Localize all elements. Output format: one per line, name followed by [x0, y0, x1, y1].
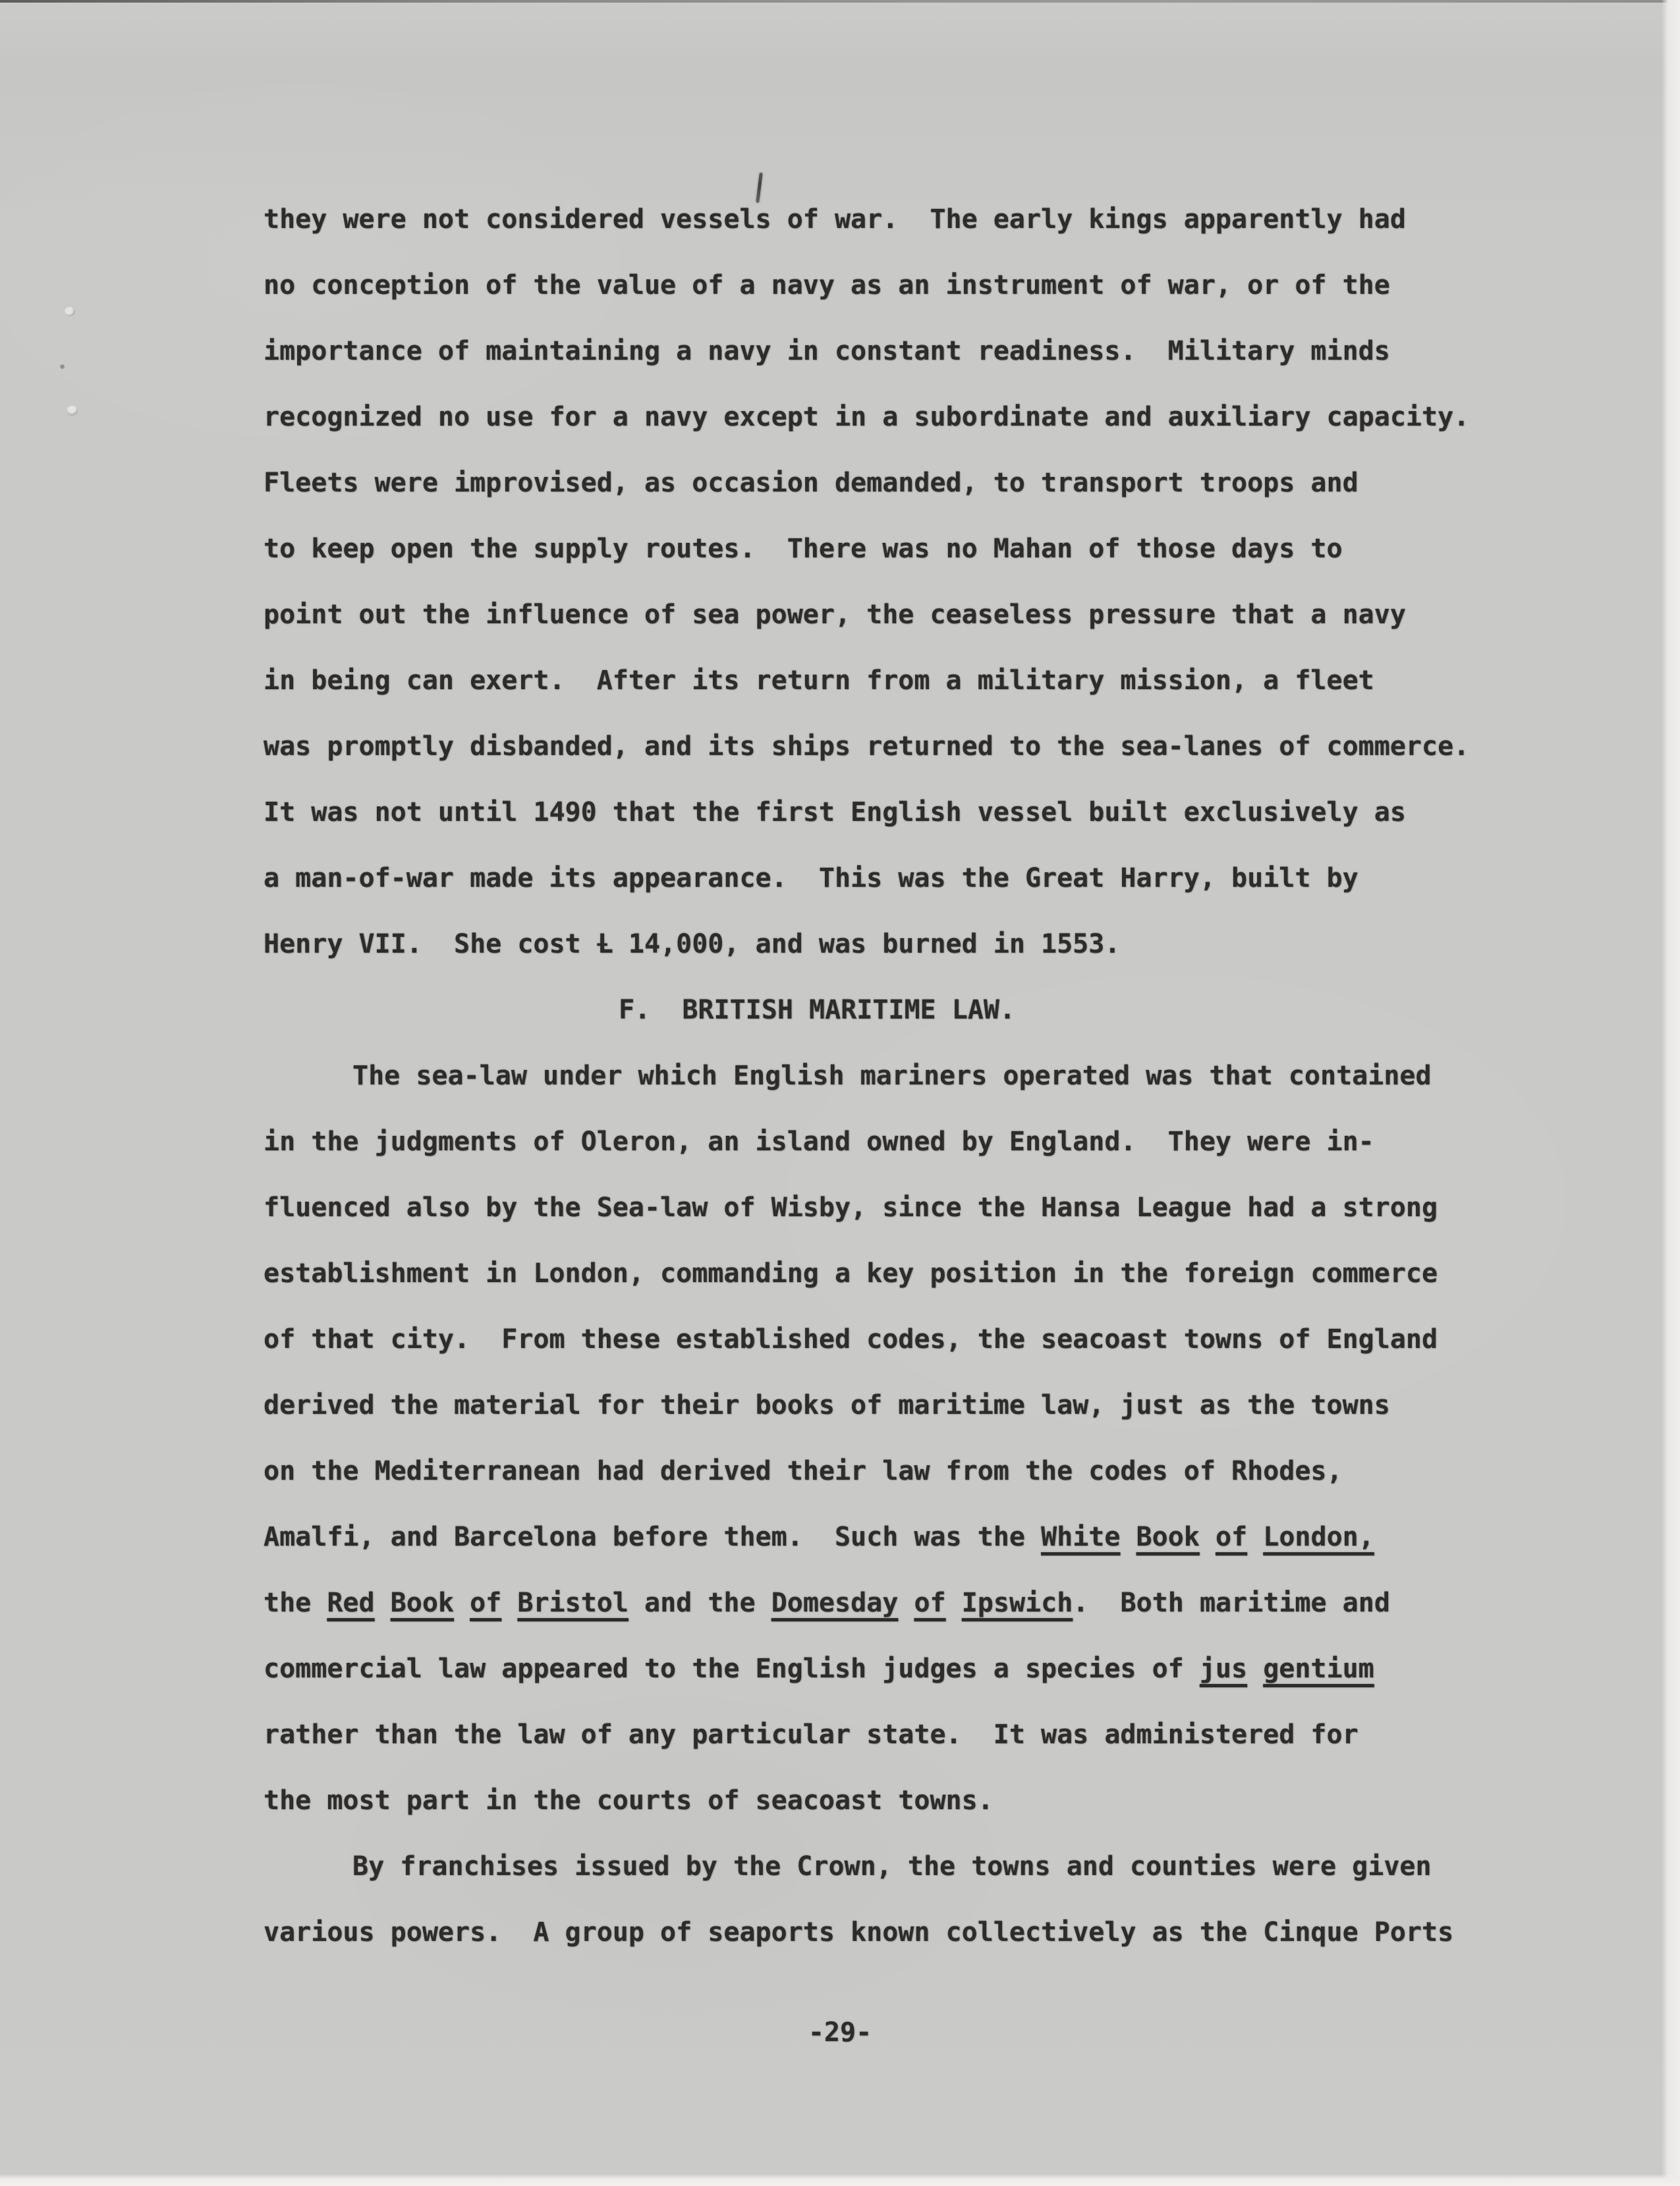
text-segment: and the	[628, 1588, 771, 1618]
underlined-text: Bristol	[517, 1588, 629, 1618]
text-line	[264, 779, 1555, 845]
text-line	[264, 1834, 1555, 1899]
underlined-text: jus	[1199, 1654, 1248, 1684]
text-segment: in being can exert. After its return from a military mission, a fleet	[264, 665, 1374, 696]
text-line	[264, 384, 1555, 450]
text-line	[264, 1899, 1555, 1965]
text-segment: Amalfi, and Barcelona before them. Such was the	[264, 1522, 1042, 1552]
scan-edge-right	[1662, 0, 1680, 2186]
text-segment	[898, 1588, 914, 1618]
text-segment: in the judgments of Oleron, an island owned by England. They were in-	[264, 1127, 1374, 1157]
text-segment: to keep open the supply routes. There was no Mahan of those days to	[264, 534, 1343, 564]
text-line	[264, 450, 1555, 516]
text-segment: they were not considered vessels of war. The early kings apparently had	[264, 204, 1406, 235]
text-segment: rather than the law of any particular state. It was administered for	[264, 1720, 1358, 1750]
underlined-text: White	[1041, 1522, 1121, 1552]
text-segment: a man-of-war made its appearance. This was the Great Harry, built by	[264, 863, 1358, 893]
text-segment: the	[264, 1588, 327, 1618]
underlined-text: Book	[390, 1588, 454, 1618]
text-segment: Fleets were improvised, as occasion demanded, to transport troops and	[264, 468, 1358, 498]
underlined-text: of	[470, 1588, 502, 1618]
underlined-text: of	[1215, 1522, 1248, 1552]
text-segment	[946, 1588, 962, 1618]
text-segment: It was not until 1490 that the first English vessel built exclusively as	[264, 797, 1406, 827]
section-heading	[264, 977, 1555, 1043]
text-line	[264, 516, 1555, 582]
text-segment: commercial law appeared to the English judges a species of	[264, 1654, 1200, 1684]
text-line	[264, 1043, 1555, 1109]
text-segment	[454, 1588, 470, 1618]
text-line	[264, 1372, 1555, 1438]
text-segment: fluenced also by the Sea-law of Wisby, since the Hansa League had a strong	[264, 1192, 1438, 1223]
text-line	[264, 911, 1555, 977]
text-line	[264, 1702, 1555, 1768]
typewritten-text	[264, 186, 1555, 1965]
text-line	[264, 1636, 1555, 1702]
text-segment: the most part in the courts of seacoast towns.	[264, 1785, 994, 1816]
underlined-text: gentium	[1263, 1654, 1374, 1684]
text-line	[264, 1768, 1555, 1834]
text-line	[264, 648, 1555, 714]
text-segment: on the Mediterranean had derived their law from the codes of Rhodes,	[264, 1456, 1343, 1486]
text-segment: was promptly disbanded, and its ships returned to the sea-lanes of commerce.	[264, 731, 1470, 762]
scan-edge-top	[0, 0, 1680, 3]
text-line	[264, 1438, 1555, 1504]
text-segment: importance of maintaining a navy in constant readiness. Military minds	[264, 336, 1390, 366]
scan-edge-bottom	[0, 2174, 1680, 2186]
text-segment: The sea-law under which English mariners operated was that contained	[352, 1061, 1432, 1091]
text-segment	[1200, 1522, 1216, 1552]
text-segment: . Both maritime and	[1073, 1588, 1390, 1618]
text-line	[264, 1241, 1555, 1306]
text-line	[264, 714, 1555, 779]
underlined-text: London,	[1263, 1522, 1374, 1552]
text-line	[264, 252, 1555, 318]
text-segment	[1247, 1654, 1263, 1684]
underlined-text: Book	[1136, 1522, 1200, 1552]
text-segment: Henry VII. She cost Ƚ 14,000, and was burned in 1553.	[264, 929, 1121, 959]
text-line	[264, 845, 1555, 911]
scan-speck	[65, 307, 75, 316]
text-segment: of that city. From these established codes, the seacoast towns of England	[264, 1324, 1438, 1355]
text-segment	[501, 1588, 517, 1618]
text-segment	[1247, 1522, 1263, 1552]
text-segment: establishment in London, commanding a key position in the foreign commerce	[264, 1258, 1438, 1289]
text-segment	[1120, 1522, 1136, 1552]
underlined-text: Domesday	[771, 1588, 899, 1618]
text-line	[264, 1570, 1555, 1636]
underlined-text: Ipswich	[961, 1588, 1073, 1618]
scan-speck	[67, 406, 78, 416]
text-line	[264, 186, 1555, 252]
text-line	[264, 1306, 1555, 1372]
text-line	[264, 1504, 1555, 1570]
text-segment: recognized no use for a navy except in a subordinate and auxiliary capacity.	[264, 402, 1470, 432]
underlined-text: of	[914, 1588, 946, 1618]
text-segment: derived the material for their books of maritime law, just as the towns	[264, 1390, 1390, 1420]
text-line	[264, 318, 1555, 384]
text-segment: no conception of the value of a navy as an instrument of war, or of the	[264, 270, 1390, 300]
text-line	[264, 1109, 1555, 1175]
text-segment: point out the influence of sea power, the ceaseless pressure that a navy	[264, 600, 1406, 630]
page-number: -29-	[808, 2017, 872, 2048]
text-segment	[375, 1588, 391, 1618]
scan-speck	[59, 364, 65, 369]
text-line	[264, 1175, 1555, 1241]
text-line	[264, 582, 1555, 648]
text-segment: various powers. A group of seaports known collectively as the Cinque Ports	[264, 1917, 1454, 1948]
text-segment: By franchises issued by the Crown, the towns and counties were given	[352, 1851, 1432, 1882]
underlined-text: Red	[327, 1588, 375, 1618]
text-segment: F. BRITISH MARITIME LAW.	[619, 995, 1016, 1025]
